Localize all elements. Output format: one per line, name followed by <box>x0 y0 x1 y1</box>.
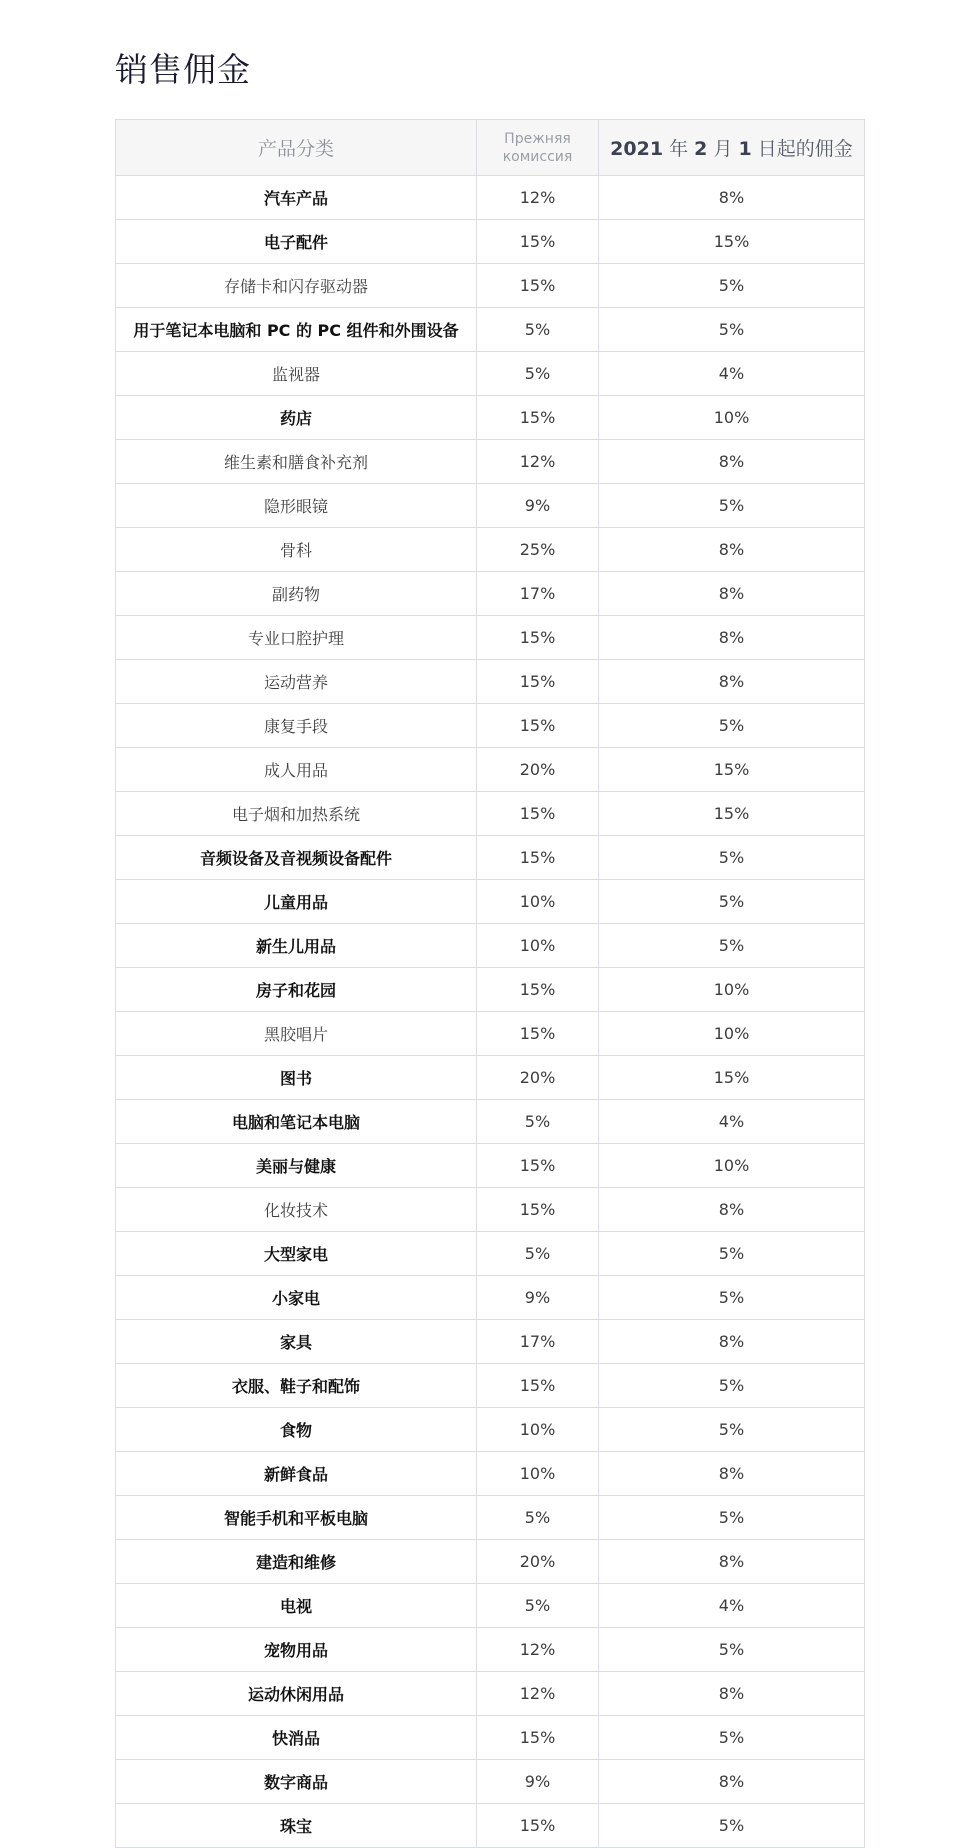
new-commission-cell: 8% <box>599 1760 865 1804</box>
new-commission-cell: 8% <box>599 176 865 220</box>
table-row <box>116 440 865 484</box>
new-commission-cell: 5% <box>599 1408 865 1452</box>
table-body <box>116 176 865 1848</box>
category-cell: 副药物 <box>116 572 477 616</box>
new-commission-cell: 10% <box>599 968 865 1012</box>
previous-commission-cell: 10% <box>477 1452 599 1496</box>
previous-commission-cell: 15% <box>477 1188 599 1232</box>
category-cell: 康复手段 <box>116 704 477 748</box>
header-new-month: 2 <box>694 138 708 160</box>
table-row <box>116 880 865 924</box>
table-row <box>116 264 865 308</box>
previous-commission-cell: 10% <box>477 880 599 924</box>
previous-commission-cell: 20% <box>477 748 599 792</box>
header-new-text3: 日起的佣金 <box>757 138 853 160</box>
table-header <box>116 120 865 176</box>
previous-commission-cell: 17% <box>477 572 599 616</box>
category-cell: 食物 <box>116 1408 477 1452</box>
category-cell: 快消品 <box>116 1716 477 1760</box>
category-cell: 成人用品 <box>116 748 477 792</box>
previous-commission-cell: 10% <box>477 1408 599 1452</box>
table-row <box>116 352 865 396</box>
previous-commission-cell: 12% <box>477 176 599 220</box>
new-commission-cell: 5% <box>599 704 865 748</box>
table-row <box>116 572 865 616</box>
new-commission-cell: 8% <box>599 1188 865 1232</box>
category-cell: 汽车产品 <box>116 176 477 220</box>
table-row <box>116 1540 865 1584</box>
commission-table <box>115 119 865 1848</box>
table-row <box>116 704 865 748</box>
table-row <box>116 1804 865 1848</box>
category-cell: 大型家电 <box>116 1232 477 1276</box>
category-cell: 小家电 <box>116 1276 477 1320</box>
category-cell: 儿童用品 <box>116 880 477 924</box>
table-row <box>116 1320 865 1364</box>
table-row <box>116 1364 865 1408</box>
category-cell: 电子烟和加热系统 <box>116 792 477 836</box>
category-cell: 用于笔记本电脑和 PC 的 PC 组件和外围设备 <box>116 308 477 352</box>
category-cell: 药店 <box>116 396 477 440</box>
table-row <box>116 1188 865 1232</box>
previous-commission-cell: 15% <box>477 616 599 660</box>
previous-commission-cell: 15% <box>477 396 599 440</box>
table-row <box>116 1056 865 1100</box>
previous-commission-cell: 15% <box>477 968 599 1012</box>
previous-commission-cell: 9% <box>477 484 599 528</box>
category-cell: 电视 <box>116 1584 477 1628</box>
previous-commission-cell: 15% <box>477 264 599 308</box>
table-row <box>116 1012 865 1056</box>
header-new-year: 2021 <box>610 138 664 160</box>
category-cell: 图书 <box>116 1056 477 1100</box>
category-cell: 运动营养 <box>116 660 477 704</box>
previous-commission-cell: 5% <box>477 1584 599 1628</box>
previous-commission-cell: 15% <box>477 836 599 880</box>
category-cell: 建造和维修 <box>116 1540 477 1584</box>
previous-commission-cell: 15% <box>477 1716 599 1760</box>
category-cell: 美丽与健康 <box>116 1144 477 1188</box>
category-cell: 存储卡和闪存驱动器 <box>116 264 477 308</box>
new-commission-cell: 15% <box>599 1056 865 1100</box>
new-commission-cell: 4% <box>599 1584 865 1628</box>
new-commission-cell: 10% <box>599 1144 865 1188</box>
new-commission-cell: 5% <box>599 924 865 968</box>
header-previous-line2: комиссия <box>502 148 573 165</box>
category-cell: 家具 <box>116 1320 477 1364</box>
table-row <box>116 176 865 220</box>
previous-commission-cell: 9% <box>477 1276 599 1320</box>
category-cell: 维生素和膳食补充剂 <box>116 440 477 484</box>
new-commission-cell: 5% <box>599 1364 865 1408</box>
new-commission-cell: 10% <box>599 396 865 440</box>
table-row <box>116 792 865 836</box>
table-row <box>116 1760 865 1804</box>
table-row <box>116 308 865 352</box>
new-commission-cell: 5% <box>599 1716 865 1760</box>
new-commission-cell: 5% <box>599 1628 865 1672</box>
new-commission-cell: 8% <box>599 660 865 704</box>
previous-commission-cell: 5% <box>477 352 599 396</box>
new-commission-cell: 8% <box>599 1320 865 1364</box>
previous-commission-cell: 25% <box>477 528 599 572</box>
table-row <box>116 616 865 660</box>
previous-commission-cell: 5% <box>477 1232 599 1276</box>
table-row <box>116 396 865 440</box>
new-commission-cell: 8% <box>599 1672 865 1716</box>
previous-commission-cell: 15% <box>477 220 599 264</box>
new-commission-cell: 8% <box>599 1452 865 1496</box>
previous-commission-cell: 9% <box>477 1760 599 1804</box>
table-row <box>116 748 865 792</box>
new-commission-cell: 15% <box>599 220 865 264</box>
previous-commission-cell: 12% <box>477 1672 599 1716</box>
new-commission-cell: 5% <box>599 1232 865 1276</box>
page-title: 销售佣金 <box>115 50 251 89</box>
category-cell: 数字商品 <box>116 1760 477 1804</box>
category-cell: 化妆技术 <box>116 1188 477 1232</box>
new-commission-cell: 15% <box>599 748 865 792</box>
table-row <box>116 1496 865 1540</box>
new-commission-cell: 5% <box>599 836 865 880</box>
table-row <box>116 1100 865 1144</box>
new-commission-cell: 4% <box>599 352 865 396</box>
category-cell: 电子配件 <box>116 220 477 264</box>
previous-commission-cell: 12% <box>477 440 599 484</box>
category-cell: 骨科 <box>116 528 477 572</box>
header-new-day: 1 <box>738 138 752 160</box>
header-category: 产品分类 <box>116 120 477 176</box>
category-cell: 运动休闲用品 <box>116 1672 477 1716</box>
header-new-text2: 月 <box>713 138 733 160</box>
previous-commission-cell: 5% <box>477 1496 599 1540</box>
new-commission-cell: 5% <box>599 308 865 352</box>
new-commission-cell: 5% <box>599 880 865 924</box>
table-row <box>116 968 865 1012</box>
category-cell: 监视器 <box>116 352 477 396</box>
previous-commission-cell: 20% <box>477 1056 599 1100</box>
header-row <box>116 120 865 176</box>
table-row <box>116 836 865 880</box>
table-row <box>116 1144 865 1188</box>
previous-commission-cell: 15% <box>477 660 599 704</box>
category-cell: 房子和花园 <box>116 968 477 1012</box>
new-commission-cell: 8% <box>599 616 865 660</box>
table-row <box>116 528 865 572</box>
previous-commission-cell: 5% <box>477 1100 599 1144</box>
category-cell: 黑胶唱片 <box>116 1012 477 1056</box>
previous-commission-cell: 12% <box>477 1628 599 1672</box>
category-cell: 新鲜食品 <box>116 1452 477 1496</box>
category-cell: 宠物用品 <box>116 1628 477 1672</box>
previous-commission-cell: 15% <box>477 792 599 836</box>
new-commission-cell: 5% <box>599 1496 865 1540</box>
table-row <box>116 484 865 528</box>
previous-commission-cell: 15% <box>477 1364 599 1408</box>
previous-commission-cell: 15% <box>477 1012 599 1056</box>
category-cell: 隐形眼镜 <box>116 484 477 528</box>
previous-commission-cell: 15% <box>477 704 599 748</box>
header-previous-line1: Прежняя <box>504 130 571 147</box>
new-commission-cell: 5% <box>599 484 865 528</box>
table-row <box>116 1408 865 1452</box>
category-cell: 电脑和笔记本电脑 <box>116 1100 477 1144</box>
table-row <box>116 924 865 968</box>
header-previous-commission <box>477 120 599 176</box>
category-cell: 新生儿用品 <box>116 924 477 968</box>
new-commission-cell: 8% <box>599 528 865 572</box>
new-commission-cell: 10% <box>599 1012 865 1056</box>
table-row <box>116 1716 865 1760</box>
new-commission-cell: 4% <box>599 1100 865 1144</box>
table-row <box>116 1232 865 1276</box>
new-commission-cell: 8% <box>599 1540 865 1584</box>
previous-commission-cell: 10% <box>477 924 599 968</box>
previous-commission-cell: 20% <box>477 1540 599 1584</box>
table-row <box>116 1584 865 1628</box>
category-cell: 珠宝 <box>116 1804 477 1848</box>
new-commission-cell: 5% <box>599 264 865 308</box>
table-row <box>116 220 865 264</box>
new-commission-cell: 15% <box>599 792 865 836</box>
category-cell: 衣服、鞋子和配饰 <box>116 1364 477 1408</box>
table-row <box>116 660 865 704</box>
header-new-text1: 年 <box>669 138 689 160</box>
new-commission-cell: 5% <box>599 1804 865 1848</box>
new-commission-cell: 8% <box>599 572 865 616</box>
previous-commission-cell: 17% <box>477 1320 599 1364</box>
previous-commission-cell: 15% <box>477 1144 599 1188</box>
new-commission-cell: 5% <box>599 1276 865 1320</box>
header-new-commission <box>599 120 865 176</box>
table-row <box>116 1628 865 1672</box>
previous-commission-cell: 15% <box>477 1804 599 1848</box>
category-cell: 专业口腔护理 <box>116 616 477 660</box>
category-cell: 智能手机和平板电脑 <box>116 1496 477 1540</box>
table-row <box>116 1276 865 1320</box>
table-row <box>116 1452 865 1496</box>
new-commission-cell: 8% <box>599 440 865 484</box>
previous-commission-cell: 5% <box>477 308 599 352</box>
table-row <box>116 1672 865 1716</box>
category-cell: 音频设备及音视频设备配件 <box>116 836 477 880</box>
